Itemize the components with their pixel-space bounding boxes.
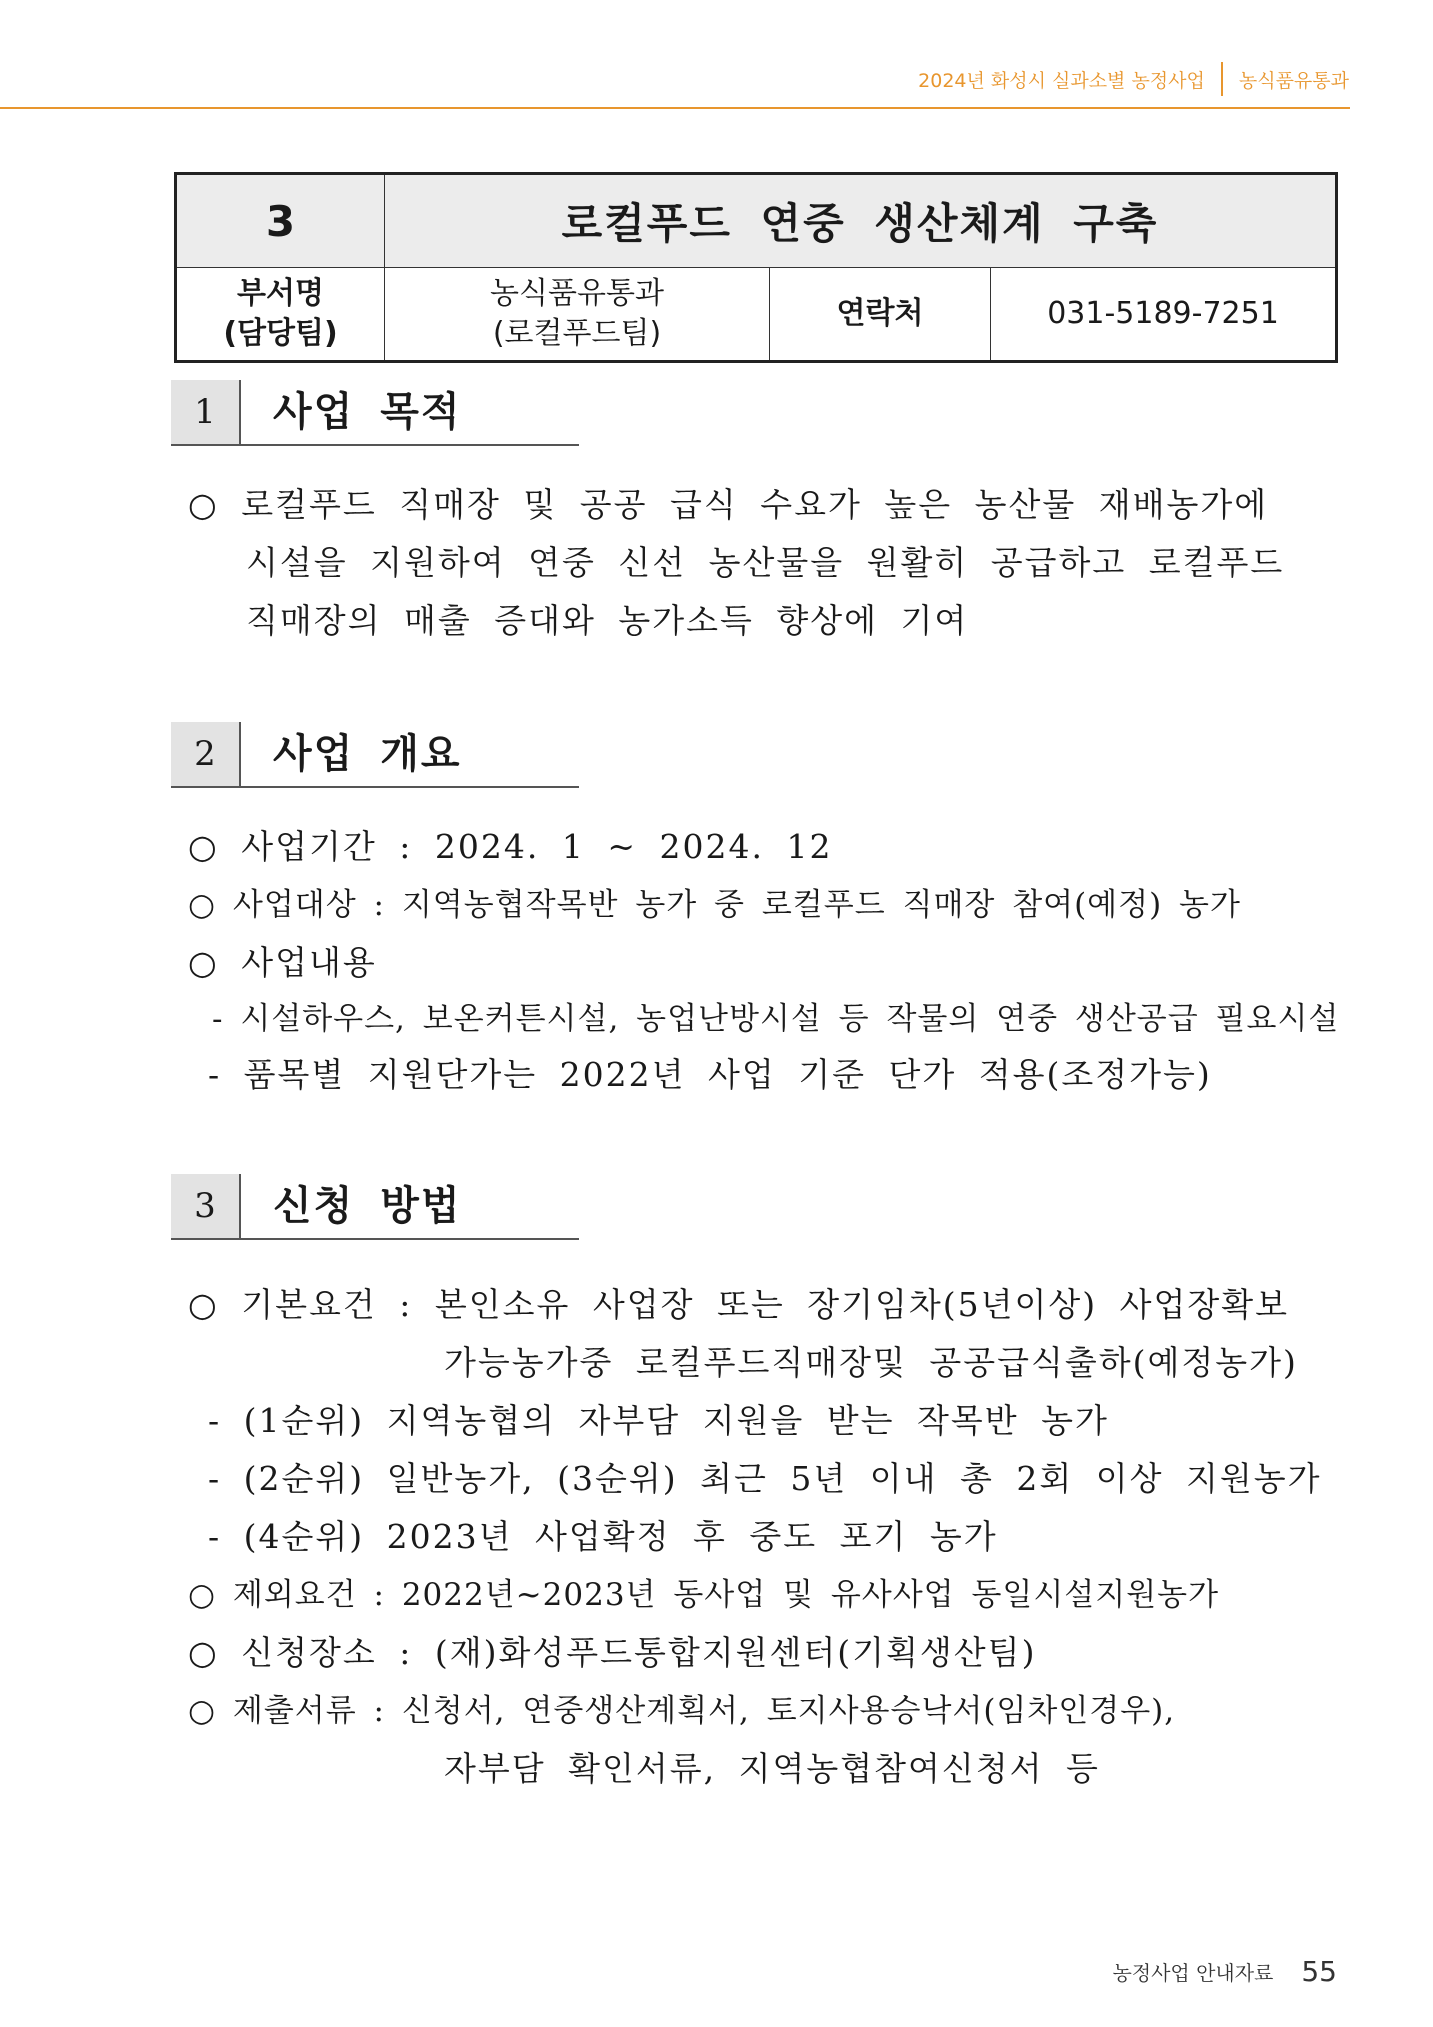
body-line: - (1순위) 지역농협의 자부담 지원을 받는 작목반 농가	[208, 1401, 1109, 1440]
body-line: ○ 로컬푸드 직매장 및 공공 급식 수요가 높은 농산물 재배농가에	[188, 485, 1269, 524]
body-line: - 품목별 지원단가는 2022년 사업 기준 단가 적용(조정가능)	[208, 1055, 1212, 1094]
section-title: 신청 방법	[273, 1183, 462, 1229]
body-line: ○ 사업대상 : 지역농협작목반 농가 중 로컬푸드 직매장 참여(예정) 농가	[188, 887, 1241, 923]
page-footer	[1112, 1955, 1337, 1988]
section-title: 사업 목적	[273, 389, 462, 435]
project-title: 로컬푸드 연중 생산체계 구축	[385, 174, 1337, 268]
section-number: 2	[171, 722, 241, 786]
body-line: ○ 사업기간 : 2024. 1 ~ 2024. 12	[188, 827, 833, 866]
body-line: 가능농가중 로컬푸드직매장및 공공급식출하(예정농가)	[444, 1343, 1298, 1382]
section-number: 3	[171, 1174, 241, 1238]
page-number: 55	[1301, 1955, 1337, 1988]
header-doc-title: 2024년 화성시 실과소별 농정사업	[918, 69, 1205, 92]
section-heading-1	[171, 380, 579, 446]
body-line: - (4순위) 2023년 사업확정 후 중도 포기 농가	[208, 1517, 998, 1556]
dept-label: 부서명	[237, 276, 324, 311]
header-divider	[1221, 62, 1223, 96]
body-line: - 시설하우스, 보온커튼시설, 농업난방시설 등 작물의 연중 생산공급 필요시설	[212, 1001, 1340, 1037]
project-number: 3	[176, 174, 385, 268]
body-line: 자부담 확인서류, 지역농협참여신청서 등	[444, 1749, 1100, 1788]
dept-label-cell	[176, 268, 385, 362]
body-line: ○ 기본요건 : 본인소유 사업장 또는 장기임차(5년이상) 사업장확보	[188, 1285, 1290, 1324]
footer-text: 농정사업 안내자료	[1112, 1961, 1274, 1985]
team-value: (로컬푸드팀)	[492, 316, 662, 351]
body-line: 직매장의 매출 증대와 농가소득 향상에 기여	[246, 601, 969, 640]
contact-label: 연락처	[770, 268, 991, 362]
body-line: ○ 제외요건 : 2022년~2023년 동사업 및 유사사업 동일시설지원농가	[188, 1577, 1220, 1613]
header-rule	[0, 107, 1350, 109]
dept-value-cell	[385, 268, 770, 362]
contact-value: 031-5189-7251	[991, 268, 1337, 362]
body-line: ○ 사업내용	[188, 943, 377, 982]
dept-value: 농식품유통과	[490, 276, 664, 311]
body-line: ○ 신청장소 : (재)화성푸드통합지원센터(기획생산팀)	[188, 1633, 1037, 1672]
project-info-table	[174, 172, 1338, 363]
body-line: - (2순위) 일반농가, (3순위) 최근 5년 이내 총 2회 이상 지원농가	[208, 1459, 1322, 1498]
section-number: 1	[171, 380, 241, 444]
team-label: (담당팀)	[223, 316, 338, 351]
body-line: ○ 제출서류 : 신청서, 연중생산계획서, 토지사용승낙서(임차인경우),	[188, 1693, 1176, 1729]
running-header	[918, 62, 1349, 96]
section-title: 사업 개요	[273, 731, 462, 777]
header-dept: 농식품유통과	[1238, 69, 1349, 92]
section-heading-2	[171, 722, 579, 788]
section-heading-3	[171, 1174, 579, 1240]
body-line: 시설을 지원하여 연중 신선 농산물을 원활히 공급하고 로컬푸드	[246, 543, 1285, 582]
